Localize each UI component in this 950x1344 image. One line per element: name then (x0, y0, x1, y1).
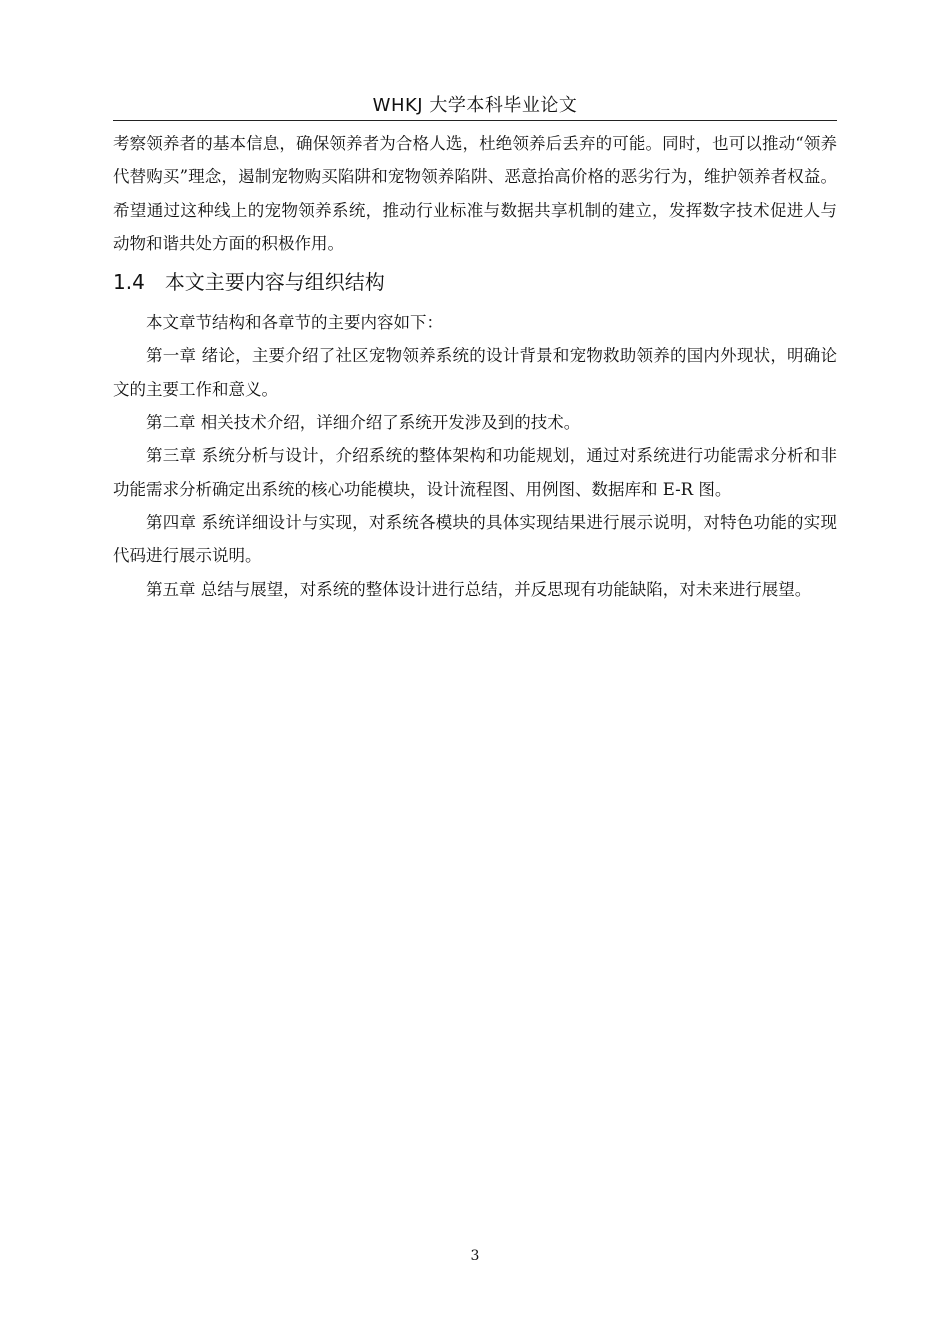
header-divider (113, 120, 837, 121)
intro-paragraph: 考察领养者的基本信息，确保领养者为合格人选，杜绝领养后丢弃的可能。同时，也可以推动“领养代替购买”理念，遏制宠物购买陷阱和宠物领养陷阱、恶意抬高价格的恶劣行为，维护领养者权益。希望通过这种线上的宠物领养系统，推动行业标准与数据共享机制的建立，发挥数字技术促进人与动物和谐共处方面的积极作用。 (113, 134, 837, 253)
page-body (113, 127, 837, 606)
section-title: 本文主要内容与组织结构 (164, 270, 385, 295)
paragraph-chapter-4: 第四章 系统详细设计与实现，对系统各模块的具体实现结果进行展示说明，对特色功能的实现代码进行展示说明。 (113, 512, 837, 566)
paragraph-overview: 本文章节结构和各章节的主要内容如下： (146, 313, 443, 333)
page-number: 3 (470, 1248, 480, 1264)
paragraph-chapter-2: 第二章 相关技术介绍，详细介绍了系统开发涉及到的技术。 (146, 413, 581, 433)
paragraph-chapter-3: 第三章 系统分析与设计，介绍系统的整体架构和功能规划，通过对系统进行功能需求分析和非功能需求分析确定出系统的核心功能模块，设计流程图、用例图、数据库和 E-R 图。 (113, 446, 837, 499)
section-heading (113, 262, 837, 302)
paragraph-chapter-5: 第五章 总结与展望，对系统的整体设计进行总结，并反思现有功能缺陷，对未来进行展望。 (146, 579, 812, 599)
paragraph-chapter-1: 第一章 绪论，主要介绍了社区宠物领养系统的设计背景和宠物救助领养的国内外现状，明确论文的主要工作和意义。 (113, 346, 837, 399)
section-number: 1.4 (113, 270, 145, 295)
page-header-title: WHKJ 大学本科毕业论文 (372, 95, 578, 116)
